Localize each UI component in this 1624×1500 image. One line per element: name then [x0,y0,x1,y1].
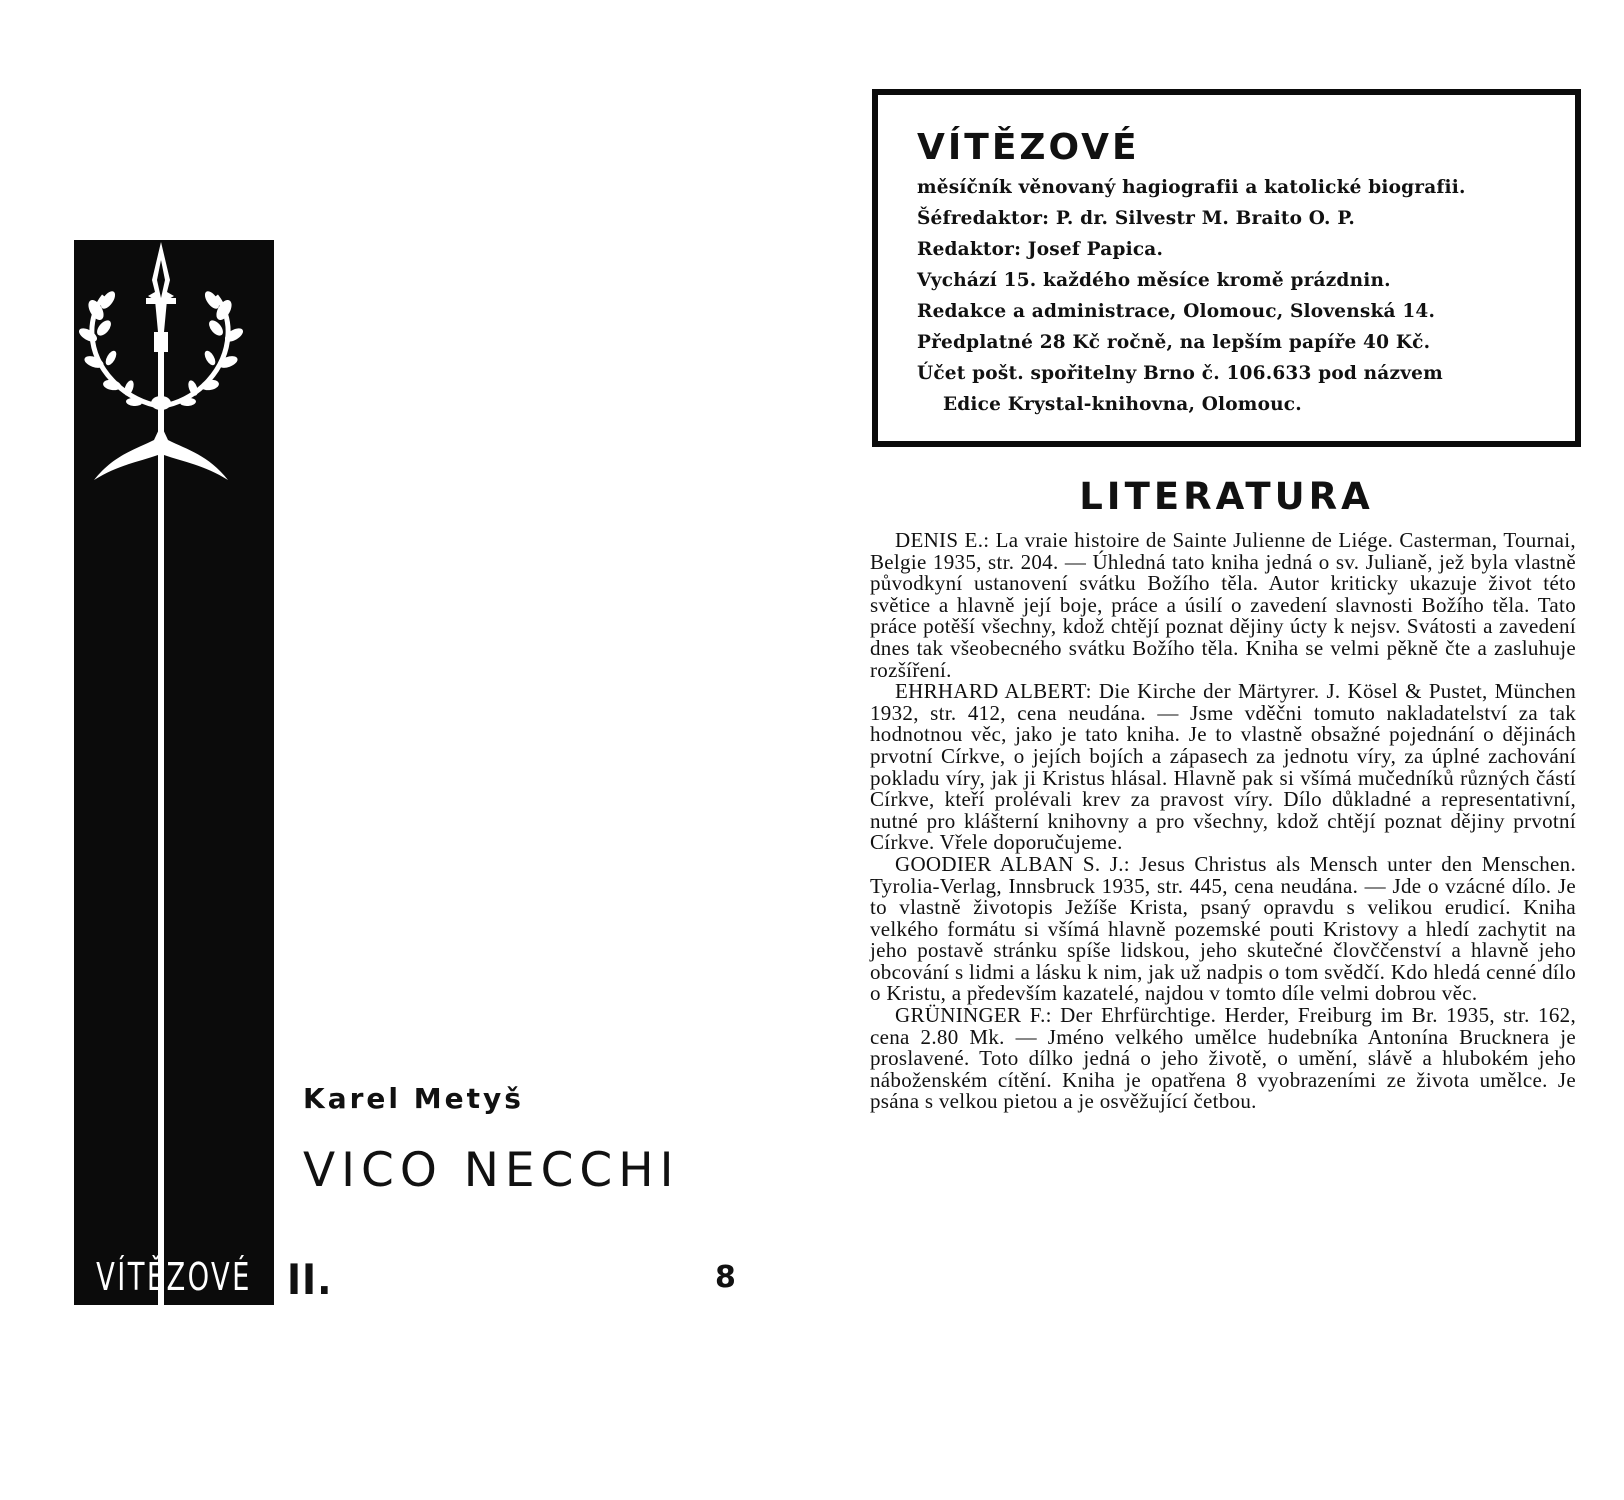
literature-entry: GRÜNINGER F.: Der Ehrfürchtige. Herder, Freiburg im Br. 1935, str. 162, cena 2.80 Mk. — Jméno velkého umělce hudebníka Antonína Brucknera je proslavené. Toto dílko jedná o jeho životě, o umění, slávě a hlubokém jeho náboženském cítění. Kniha je opatřena 8 vyobrazeními ze života umělce. Je psána s velkou pietou a je osvěžující četbou. [870,1003,1576,1114]
masthead-box [872,89,1581,447]
masthead-editor-in-chief: Šéfredaktor: P. dr. Silvestr M. Braito O. P. [917,208,1356,229]
masthead-editor: Redaktor: Josef Papica. [917,239,1164,260]
masthead-title: VÍTĚZOVÉ [917,127,1140,168]
literature-entry: DENIS E.: La vraie histoire de Sainte Julienne de Liége. Casterman, Tournai, Belgie 1935, str. 204. — Úhledná tato kniha jedná o sv. Julianě, jež byla vlastně původkyní ustanovení svátku Božího těla. Autor kriticky ukazuje život této světice a hlavně její boje, práce a úsilí o zavedení slavnosti Božího těla. Tato práce potěší všechny, kdož chtějí poznat dějiny úcty k nejsv. Svátosti a zavedení dnes tak všeobecného svátku Božího těla. Kniha se velmi pěkně čte a zasluhuje rozšíření. [870,528,1576,682]
literature-entry: GOODIER ALBAN S. J.: Jesus Christus als Mensch unter den Menschen. Tyrolia-Verlag, Innsbruck 1935, str. 445, cena neudána. — Jde o vzácné dílo. Je to vlastně životopis Ježíše Krista, psaný opravdu s velikou erudicí. Kniha velkého formátu si všímá hlavně pozemské pouti Kristovy a hledí zachytit na jeho postavě stránku spíše lidskou, jeho skutečné človččenství a hlavně jeho obcování s lidmi a lásku k nim, jak už nadpis o tom svědčí. Kdo hledá cenné dílo o Kristu, a především kazatelé, najdou v tomto díle velmi dobrou věc. [870,851,1576,1006]
masthead-account: Účet pošt. spořitelny Brno č. 106.633 pod názvem [917,363,1443,384]
laurel-wreath-icon [74,240,274,1305]
masthead-address: Redakce a administrace, Olomouc, Slovenská 14. [917,301,1436,322]
series-name: VÍTĚZOVÉ [96,1255,252,1299]
masthead-publication-schedule: Vychází 15. každého měsíce kromě prázdnin. [917,270,1391,291]
page-number: 8 [715,1260,736,1295]
series-band [74,1253,274,1305]
masthead-account-name: Edice Krystal-knihovna, Olomouc. [943,394,1302,415]
masthead-subscription: Předplatné 28 Kč ročně, na lepším papíře 40 Kč. [917,332,1431,353]
left-page [0,0,800,1500]
book-title: VICO NECCHI [303,1143,680,1198]
series-emblem [74,240,274,1305]
literature-list [870,530,1576,1113]
literature-heading: LITERATURA [1079,475,1374,518]
literature-entry: EHRHARD ALBERT: Die Kirche der Märtyrer. J. Kösel & Pustet, München 1932, str. 412, cena neudána. — Jsme vděčni tomuto nakladatelství za tak hodnotnou věc, jako je tato kniha. Je to vlastně obsažné pojednání o dějinách prvotní Církve, o jejích bojích a zápasech za jednotu víry, za úplné zachování pokladu víry, jak ji Kristus hlásal. Hlavně pak si všímá mučedníků různých částí Církve, kteří prolévali krev za pravost víry. Dílo důkladné a representativní, nutné pro klášterní knihovny a pro všechny, kdož chtějí poznat dějiny prvotní Církve. Vřele doporučujeme. [870,679,1576,855]
author-name: Karel Metyš [303,1082,524,1115]
volume-number: II. [287,1255,333,1304]
masthead-subtitle: měsíčník věnovaný hagiografii a katolické biografii. [917,177,1466,198]
